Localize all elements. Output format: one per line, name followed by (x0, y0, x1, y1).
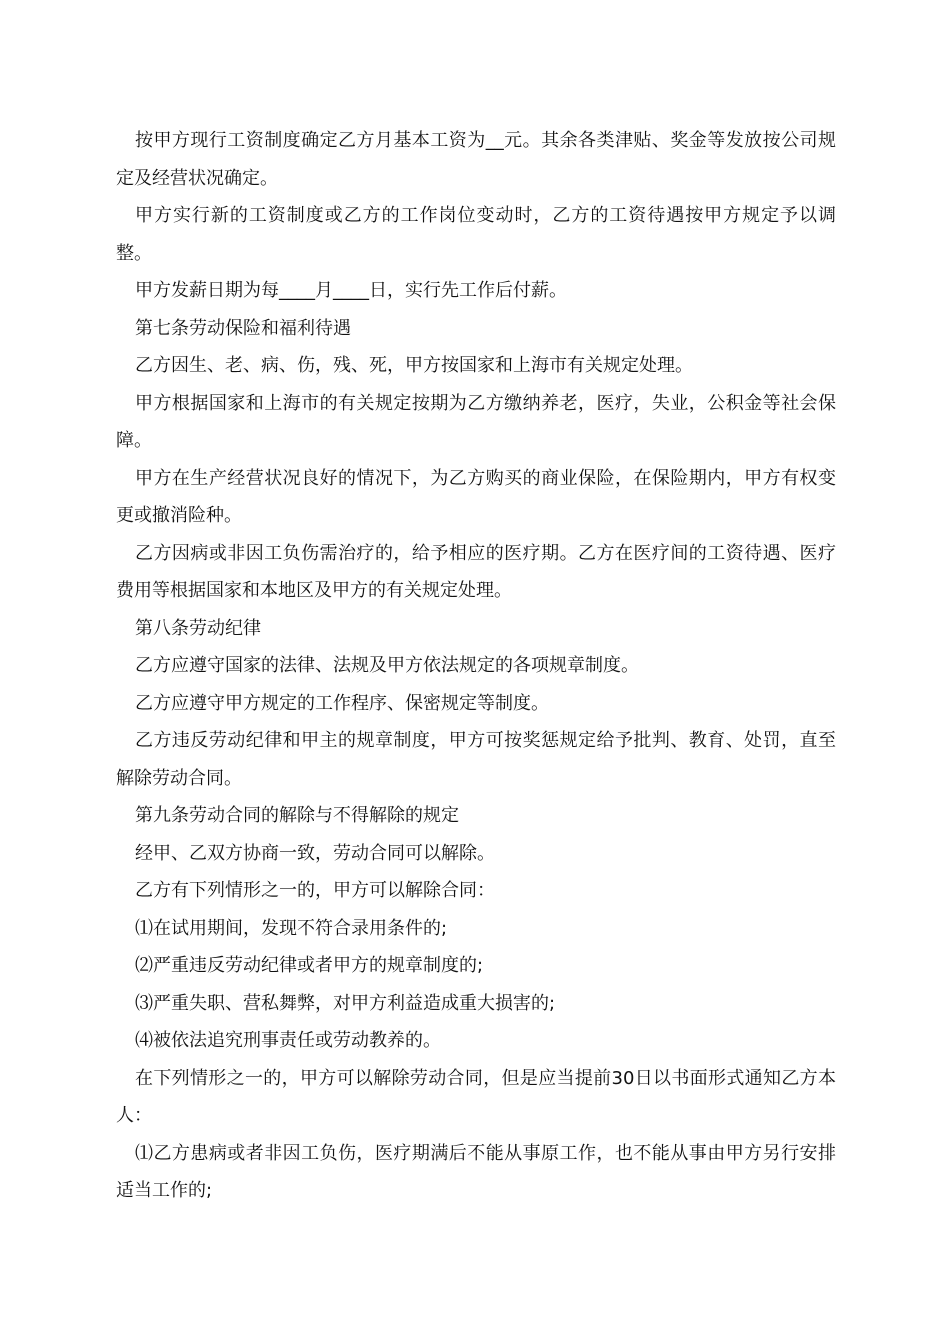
list-item-probation: ⑴在试用期间，发现不符合录用条件的; (135, 917, 448, 939)
paragraph-social-security: 甲方根据国家和上海市的有关规定按期为乙方缴纳养老，医疗，失业，公积金等社会保障。 (116, 392, 836, 451)
paragraph-salary-adjustment: 甲方实行新的工资制度或乙方的工作岗位变动时，乙方的工资待遇按甲方规定予以调整。 (116, 205, 836, 264)
paragraph-termination-conditions: 乙方有下列情形之一的，甲方可以解除合同： (135, 880, 495, 901)
paragraph-medical-period: 乙方因病或非因工负伤需治疗的，给予相应的医疗期。乙方在医疗间的工资待遇、医疗费用等根据国家和本地区及甲方的有关规定处理。 (116, 542, 836, 601)
list-item-serious-violation: ⑵严重违反劳动纪律或者甲方的规章制度的; (135, 955, 484, 976)
paragraph-notice-termination: 在下列情形之一的，甲方可以解除劳动合同，但是应当提前30日以书面形式通知乙方本人： (116, 1067, 836, 1126)
list-item-dereliction: ⑶严重失职、营私舞弊，对甲方利益造成重大损害的; (135, 992, 556, 1014)
paragraph-insurance-handling: 乙方因生、老、病、伤，残、死，甲方按国家和上海市有关规定处理。 (135, 355, 693, 376)
paragraph-salary-basis: 按甲方现行工资制度确定乙方月基本工资为__元。其余各类津贴、奖金等发放按公司规定及经营状况确定。 (116, 130, 836, 189)
heading-article-9: 第九条劳动合同的解除与不得解除的规定 (135, 805, 459, 826)
paragraph-mutual-termination: 经甲、乙双方协商一致，劳动合同可以解除。 (135, 842, 495, 864)
paragraph-obey-laws: 乙方应遵守国家的法律、法规及甲方依法规定的各项规章制度。 (135, 655, 639, 676)
heading-article-8: 第八条劳动纪律 (135, 617, 261, 639)
paragraph-obey-procedures: 乙方应遵守甲方规定的工作程序、保密规定等制度。 (135, 692, 549, 714)
list-item-illness: ⑴乙方患病或者非因工负伤，医疗期满后不能从事原工作，也不能从事由甲方另行安排适当工作的; (116, 1142, 836, 1201)
paragraph-discipline-violation: 乙方违反劳动纪律和甲主的规章制度，甲方可按奖惩规定给予批判、教育、处罚，直至解除劳动合同。 (116, 730, 836, 789)
heading-article-7: 第七条劳动保险和福利待遇 (135, 317, 351, 339)
paragraph-commercial-insurance: 甲方在生产经营状况良好的情况下，为乙方购买的商业保险，在保险期内，甲方有权变更或撤消险种。 (116, 467, 836, 526)
paragraph-payday: 甲方发薪日期为每____月____日，实行先工作后付薪。 (135, 280, 567, 301)
list-item-criminal-liability: ⑷被依法追究刑事责任或劳动教养的。 (135, 1030, 441, 1051)
document-body (116, 122, 836, 1210)
